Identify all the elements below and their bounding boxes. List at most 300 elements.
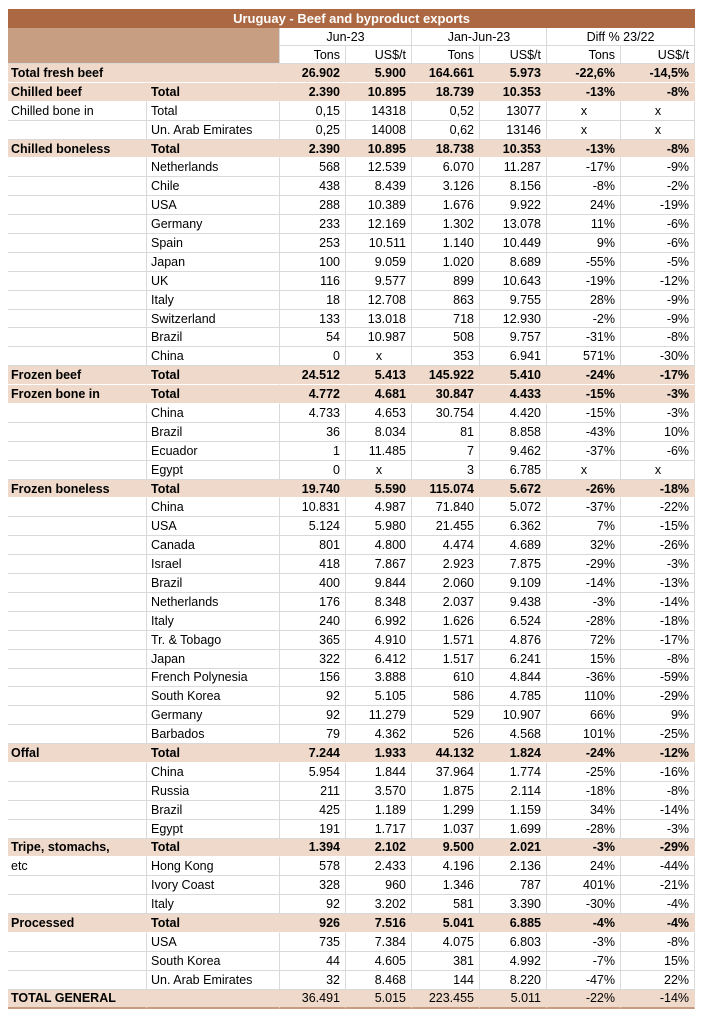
country-cell: Russia <box>147 782 280 801</box>
country-cell: Japan <box>147 253 280 272</box>
value-cell: 5.015 <box>346 990 412 1009</box>
country-cell: Spain <box>147 234 280 253</box>
value-cell: -18% <box>547 782 621 801</box>
value-cell: 44.132 <box>412 744 480 763</box>
value-cell: 11.279 <box>346 706 412 725</box>
value-cell: 1.020 <box>412 253 480 272</box>
table-row <box>8 650 695 669</box>
value-cell: -6% <box>621 234 695 253</box>
value-cell: 5.900 <box>346 64 412 83</box>
value-cell: 381 <box>412 952 480 971</box>
value-cell: 5.041 <box>412 914 480 933</box>
column-group-janjun: Jan-Jun-23 <box>412 28 547 46</box>
value-cell: 37.964 <box>412 763 480 782</box>
value-cell: 365 <box>280 631 346 650</box>
value-cell: 425 <box>280 801 346 820</box>
category-cell <box>8 442 147 461</box>
value-cell: 1 <box>280 442 346 461</box>
value-cell: 1.517 <box>412 650 480 669</box>
value-cell: 92 <box>280 895 346 914</box>
value-cell: 4.785 <box>480 687 547 706</box>
value-cell: 13077 <box>480 102 547 121</box>
category-cell: Frozen boneless <box>8 480 147 499</box>
table-row <box>8 555 695 574</box>
value-cell: 6.885 <box>480 914 547 933</box>
value-cell: -15% <box>547 385 621 404</box>
value-cell: 610 <box>412 669 480 688</box>
value-cell: 92 <box>280 706 346 725</box>
country-cell: China <box>147 404 280 423</box>
value-cell: 156 <box>280 669 346 688</box>
value-cell: 322 <box>280 650 346 669</box>
table-row <box>8 366 695 385</box>
value-cell: 1.774 <box>480 763 547 782</box>
value-cell: 568 <box>280 158 346 177</box>
value-cell: -44% <box>621 857 695 876</box>
value-cell: 9.577 <box>346 272 412 291</box>
value-cell: 34% <box>547 801 621 820</box>
value-cell: -9% <box>621 310 695 329</box>
value-cell: 10% <box>621 423 695 442</box>
value-cell: 8.034 <box>346 423 412 442</box>
value-cell: 3.570 <box>346 782 412 801</box>
value-cell: 438 <box>280 177 346 196</box>
country-cell: Italy <box>147 895 280 914</box>
table-row <box>8 914 695 933</box>
value-cell: 9.500 <box>412 839 480 858</box>
exports-table <box>8 9 695 1009</box>
value-cell: 5.105 <box>346 687 412 706</box>
value-cell: -16% <box>621 763 695 782</box>
value-cell: 14008 <box>346 121 412 140</box>
value-cell: 1.037 <box>412 820 480 839</box>
value-cell: -26% <box>621 536 695 555</box>
value-cell: 418 <box>280 555 346 574</box>
value-cell: 24% <box>547 857 621 876</box>
country-cell: Ecuador <box>147 442 280 461</box>
value-cell: 10.895 <box>346 140 412 159</box>
value-cell: 12.539 <box>346 158 412 177</box>
category-cell <box>8 952 147 971</box>
country-cell: Total <box>147 480 280 499</box>
value-cell: -14% <box>621 593 695 612</box>
value-cell: x <box>346 461 412 480</box>
country-cell: Tr. & Tobago <box>147 631 280 650</box>
value-cell: -5% <box>621 253 695 272</box>
table-row <box>8 706 695 725</box>
value-cell: -8% <box>547 177 621 196</box>
value-cell: 14318 <box>346 102 412 121</box>
value-cell: -13% <box>547 83 621 102</box>
value-cell: x <box>346 347 412 366</box>
table-row <box>8 253 695 272</box>
value-cell: 191 <box>280 820 346 839</box>
value-cell: -31% <box>547 328 621 347</box>
value-cell: x <box>621 461 695 480</box>
value-cell: x <box>547 121 621 140</box>
value-cell: 9% <box>547 234 621 253</box>
value-cell: 0,15 <box>280 102 346 121</box>
country-cell: Italy <box>147 612 280 631</box>
column-header-tons-janjun: Tons <box>412 46 480 64</box>
country-cell: Netherlands <box>147 158 280 177</box>
value-cell: 10.987 <box>346 328 412 347</box>
value-cell: 586 <box>412 687 480 706</box>
category-cell: Tripe, stomachs, <box>8 839 147 858</box>
value-cell: 2.136 <box>480 857 547 876</box>
category-cell <box>8 310 147 329</box>
value-cell: 22% <box>621 971 695 990</box>
category-cell <box>8 669 147 688</box>
table-row <box>8 310 695 329</box>
value-cell: 899 <box>412 272 480 291</box>
category-cell <box>8 536 147 555</box>
value-cell: -17% <box>621 366 695 385</box>
category-cell <box>8 650 147 669</box>
table-row <box>8 272 695 291</box>
value-cell: 10.895 <box>346 83 412 102</box>
category-cell: Chilled boneless <box>8 140 147 159</box>
country-cell: China <box>147 347 280 366</box>
value-cell: 110% <box>547 687 621 706</box>
category-cell <box>8 763 147 782</box>
value-cell: 0,62 <box>412 121 480 140</box>
country-cell: Brazil <box>147 328 280 347</box>
country-cell: Total <box>147 914 280 933</box>
value-cell: 9.438 <box>480 593 547 612</box>
value-cell: 10.643 <box>480 272 547 291</box>
value-cell: 9.059 <box>346 253 412 272</box>
value-cell: 1.571 <box>412 631 480 650</box>
value-cell: -12% <box>621 744 695 763</box>
value-cell: 32 <box>280 971 346 990</box>
value-cell: -19% <box>547 272 621 291</box>
value-cell: 13.078 <box>480 215 547 234</box>
table-row <box>8 952 695 971</box>
column-header-usd-diff: US$/t <box>621 46 695 64</box>
value-cell: 8.439 <box>346 177 412 196</box>
value-cell: -21% <box>621 876 695 895</box>
value-cell: 11% <box>547 215 621 234</box>
value-cell: -4% <box>621 895 695 914</box>
value-cell: -15% <box>621 517 695 536</box>
category-cell <box>8 121 147 140</box>
value-cell: 26.902 <box>280 64 346 83</box>
value-cell: 144 <box>412 971 480 990</box>
value-cell: -24% <box>547 366 621 385</box>
value-cell: 10.831 <box>280 498 346 517</box>
column-header-tons-jun: Tons <box>280 46 346 64</box>
value-cell: -3% <box>547 839 621 858</box>
value-cell: -36% <box>547 669 621 688</box>
country-cell <box>147 64 280 83</box>
value-cell: 529 <box>412 706 480 725</box>
value-cell: -9% <box>621 291 695 310</box>
category-cell <box>8 895 147 914</box>
value-cell: 4.987 <box>346 498 412 517</box>
value-cell: 6.412 <box>346 650 412 669</box>
value-cell: 801 <box>280 536 346 555</box>
table-title: Uruguay - Beef and byproduct exports <box>8 9 695 28</box>
value-cell: 5.011 <box>480 990 547 1009</box>
value-cell: x <box>547 461 621 480</box>
value-cell: 54 <box>280 328 346 347</box>
value-cell: -3% <box>547 933 621 952</box>
value-cell: 9.109 <box>480 574 547 593</box>
value-cell: 8.468 <box>346 971 412 990</box>
value-cell: -37% <box>547 442 621 461</box>
value-cell: 3.390 <box>480 895 547 914</box>
value-cell: -25% <box>621 725 695 744</box>
value-cell: -3% <box>547 593 621 612</box>
table-row <box>8 234 695 253</box>
value-cell: 13.018 <box>346 310 412 329</box>
value-cell: 7.516 <box>346 914 412 933</box>
table-row <box>8 574 695 593</box>
category-cell: Total fresh beef <box>8 64 147 83</box>
value-cell: 6.241 <box>480 650 547 669</box>
value-cell: 28% <box>547 291 621 310</box>
country-cell: Total <box>147 140 280 159</box>
category-cell <box>8 234 147 253</box>
value-cell: -17% <box>621 631 695 650</box>
table-row <box>8 744 695 763</box>
category-cell <box>8 328 147 347</box>
value-cell: 24.512 <box>280 366 346 385</box>
value-cell: 1.394 <box>280 839 346 858</box>
value-cell: 10.353 <box>480 140 547 159</box>
category-cell <box>8 196 147 215</box>
country-cell: Un. Arab Emirates <box>147 971 280 990</box>
value-cell: 1.824 <box>480 744 547 763</box>
table-row <box>8 933 695 952</box>
country-cell: South Korea <box>147 687 280 706</box>
category-cell <box>8 725 147 744</box>
category-cell: Chilled bone in <box>8 102 147 121</box>
value-cell: 81 <box>412 423 480 442</box>
category-cell <box>8 574 147 593</box>
country-cell: Total <box>147 83 280 102</box>
value-cell: -18% <box>621 480 695 499</box>
value-cell: 13146 <box>480 121 547 140</box>
title-row <box>8 9 695 28</box>
country-cell: French Polynesia <box>147 669 280 688</box>
table-row <box>8 669 695 688</box>
value-cell: 116 <box>280 272 346 291</box>
value-cell: -14,5% <box>621 64 695 83</box>
country-cell: Egypt <box>147 461 280 480</box>
value-cell: 1.717 <box>346 820 412 839</box>
value-cell: 5.124 <box>280 517 346 536</box>
value-cell: 12.708 <box>346 291 412 310</box>
value-cell: 3 <box>412 461 480 480</box>
value-cell: 960 <box>346 876 412 895</box>
value-cell: 30.754 <box>412 404 480 423</box>
value-cell: 4.689 <box>480 536 547 555</box>
table-row <box>8 404 695 423</box>
table-row <box>8 196 695 215</box>
country-cell: Netherlands <box>147 593 280 612</box>
country-cell: Chile <box>147 177 280 196</box>
value-cell: 787 <box>480 876 547 895</box>
value-cell: 2.923 <box>412 555 480 574</box>
value-cell: 400 <box>280 574 346 593</box>
country-cell: USA <box>147 517 280 536</box>
value-cell: -22% <box>621 498 695 517</box>
value-cell: 6.803 <box>480 933 547 952</box>
country-cell: USA <box>147 933 280 952</box>
value-cell: -12% <box>621 272 695 291</box>
table-row <box>8 820 695 839</box>
category-cell <box>8 612 147 631</box>
table-row <box>8 498 695 517</box>
table-row <box>8 423 695 442</box>
value-cell: -2% <box>621 177 695 196</box>
category-cell: Processed <box>8 914 147 933</box>
value-cell: 9.922 <box>480 196 547 215</box>
value-cell: 4.653 <box>346 404 412 423</box>
value-cell: 401% <box>547 876 621 895</box>
table-row <box>8 876 695 895</box>
category-cell <box>8 177 147 196</box>
value-cell: 578 <box>280 857 346 876</box>
value-cell: 4.876 <box>480 631 547 650</box>
category-cell: Frozen bone in <box>8 385 147 404</box>
table-row <box>8 347 695 366</box>
table-row <box>8 461 695 480</box>
table-row <box>8 158 695 177</box>
table-row <box>8 593 695 612</box>
category-cell: etc <box>8 857 147 876</box>
value-cell: 253 <box>280 234 346 253</box>
value-cell: 353 <box>412 347 480 366</box>
value-cell: 4.844 <box>480 669 547 688</box>
value-cell: 1.626 <box>412 612 480 631</box>
value-cell: 8.348 <box>346 593 412 612</box>
value-cell: 18.739 <box>412 83 480 102</box>
value-cell: -28% <box>547 612 621 631</box>
value-cell: 328 <box>280 876 346 895</box>
country-cell: Hong Kong <box>147 857 280 876</box>
value-cell: 8.858 <box>480 423 547 442</box>
country-cell: Italy <box>147 291 280 310</box>
value-cell: x <box>621 121 695 140</box>
country-cell: Israel <box>147 555 280 574</box>
category-cell <box>8 876 147 895</box>
value-cell: -17% <box>547 158 621 177</box>
value-cell: 72% <box>547 631 621 650</box>
value-cell: 9.844 <box>346 574 412 593</box>
value-cell: 240 <box>280 612 346 631</box>
value-cell: -19% <box>621 196 695 215</box>
value-cell: 8.156 <box>480 177 547 196</box>
category-cell: Chilled beef <box>8 83 147 102</box>
country-cell: USA <box>147 196 280 215</box>
value-cell: 8.689 <box>480 253 547 272</box>
column-group-diff: Diff % 23/22 <box>547 28 695 46</box>
value-cell: 1.299 <box>412 801 480 820</box>
value-cell: 5.072 <box>480 498 547 517</box>
value-cell: -14% <box>621 801 695 820</box>
table-row <box>8 725 695 744</box>
value-cell: -29% <box>621 687 695 706</box>
value-cell: -3% <box>621 385 695 404</box>
country-cell: Egypt <box>147 820 280 839</box>
value-cell: 4.433 <box>480 385 547 404</box>
value-cell: 79 <box>280 725 346 744</box>
value-cell: 735 <box>280 933 346 952</box>
value-cell: 1.140 <box>412 234 480 253</box>
category-cell <box>8 782 147 801</box>
value-cell: 4.474 <box>412 536 480 555</box>
country-cell: Ivory Coast <box>147 876 280 895</box>
value-cell: 4.196 <box>412 857 480 876</box>
value-cell: 30.847 <box>412 385 480 404</box>
value-cell: -29% <box>547 555 621 574</box>
value-cell: -18% <box>621 612 695 631</box>
value-cell: 0 <box>280 461 346 480</box>
country-cell: Un. Arab Emirates <box>147 121 280 140</box>
category-cell <box>8 631 147 650</box>
value-cell: 526 <box>412 725 480 744</box>
value-cell: 2.037 <box>412 593 480 612</box>
value-cell: -14% <box>547 574 621 593</box>
table-row <box>8 64 695 83</box>
value-cell: -3% <box>621 555 695 574</box>
category-cell <box>8 971 147 990</box>
table-row <box>8 839 695 858</box>
value-cell: 1.346 <box>412 876 480 895</box>
value-cell: -8% <box>621 328 695 347</box>
value-cell: 211 <box>280 782 346 801</box>
value-cell: 21.455 <box>412 517 480 536</box>
country-cell: UK <box>147 272 280 291</box>
category-cell <box>8 517 147 536</box>
value-cell: 2.114 <box>480 782 547 801</box>
value-cell: 4.075 <box>412 933 480 952</box>
value-cell: 926 <box>280 914 346 933</box>
value-cell: 7.867 <box>346 555 412 574</box>
value-cell: 18 <box>280 291 346 310</box>
value-cell: 32% <box>547 536 621 555</box>
value-cell: 4.362 <box>346 725 412 744</box>
table-row <box>8 121 695 140</box>
value-cell: 36 <box>280 423 346 442</box>
table-row <box>8 480 695 499</box>
country-cell: Canada <box>147 536 280 555</box>
value-cell: 66% <box>547 706 621 725</box>
value-cell: 7.875 <box>480 555 547 574</box>
category-cell <box>8 423 147 442</box>
column-group-jun: Jun-23 <box>280 28 412 46</box>
value-cell: 4.992 <box>480 952 547 971</box>
category-cell <box>8 291 147 310</box>
value-cell: -8% <box>621 140 695 159</box>
value-cell: 4.910 <box>346 631 412 650</box>
value-cell: -47% <box>547 971 621 990</box>
table-row <box>8 857 695 876</box>
value-cell: -30% <box>621 347 695 366</box>
category-cell <box>8 820 147 839</box>
value-cell: 581 <box>412 895 480 914</box>
value-cell: -22% <box>547 990 621 1009</box>
value-cell: -3% <box>621 820 695 839</box>
table-row <box>8 102 695 121</box>
value-cell: 7% <box>547 517 621 536</box>
value-cell: -6% <box>621 442 695 461</box>
category-cell <box>8 933 147 952</box>
value-cell: 2.102 <box>346 839 412 858</box>
